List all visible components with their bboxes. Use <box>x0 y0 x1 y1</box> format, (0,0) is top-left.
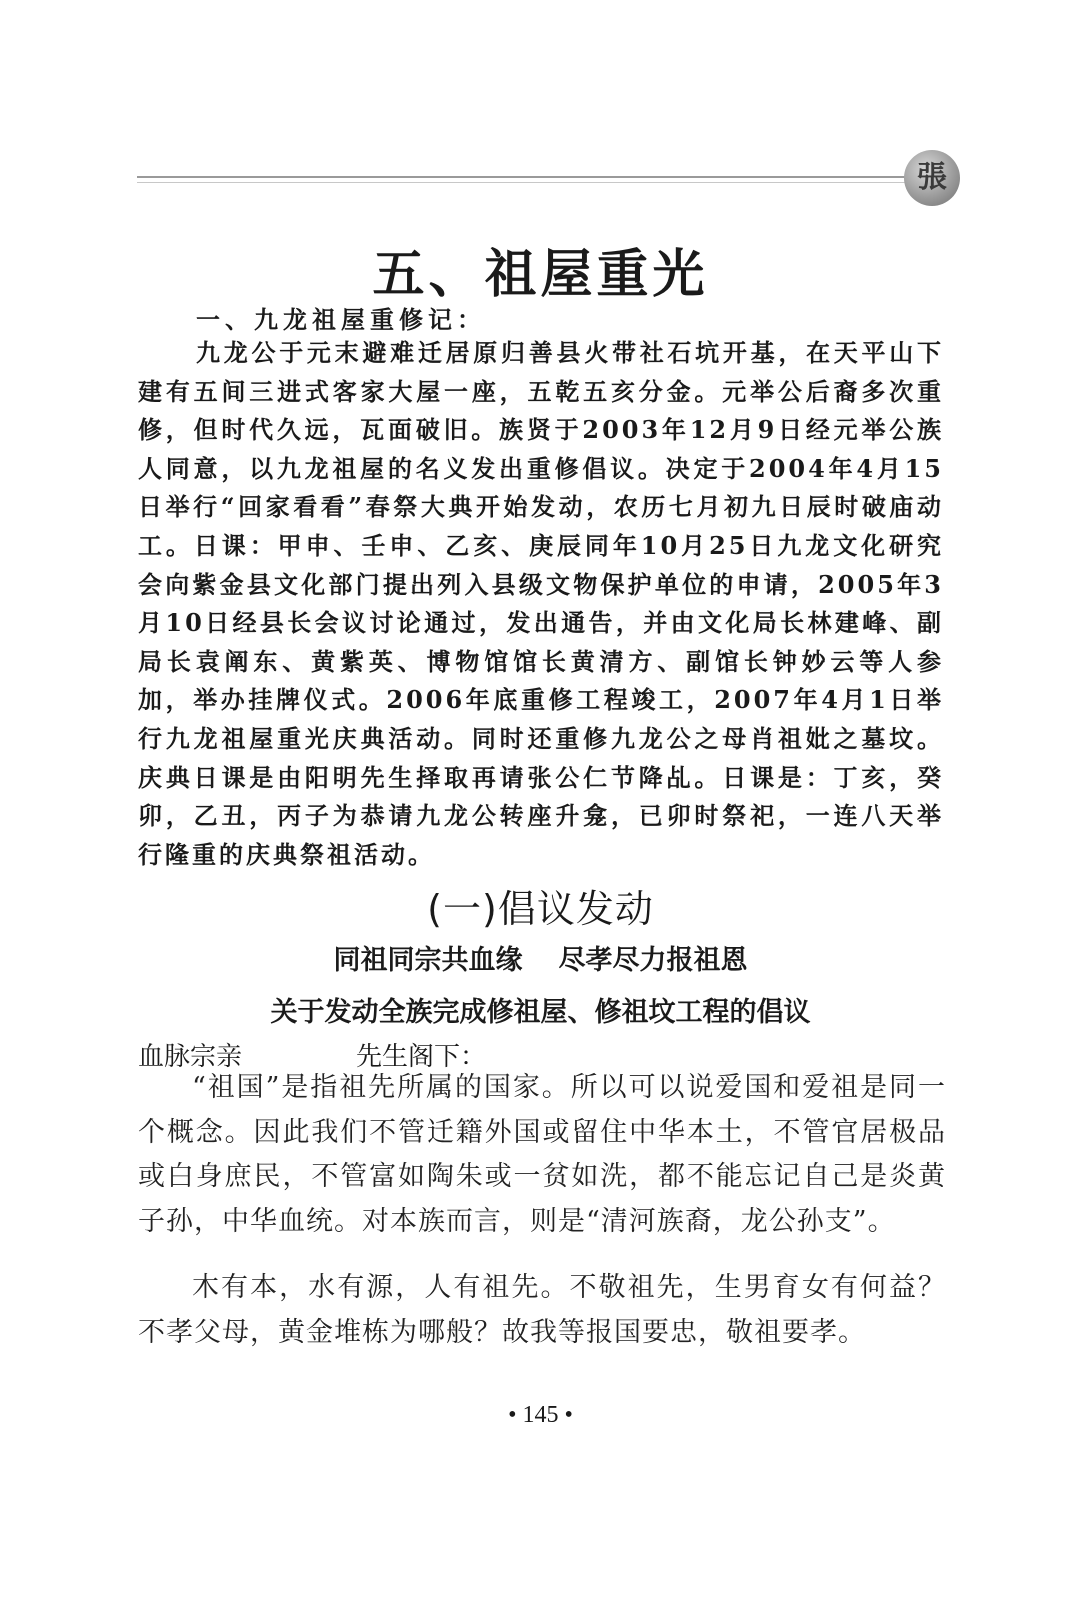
body-paragraph-2: 木有本，水有源，人有祖先。不敬祖先，生男育女有何益？不孝父母，黄金堆栋为哪般？故我等报国要忠，敬祖要孝。 <box>138 1272 946 1348</box>
surname-seal-icon <box>904 150 960 206</box>
slogan-right: 尽孝尽力报祖恩 <box>558 945 748 976</box>
seal-char: 張 <box>917 160 947 195</box>
page-number: • 145 • <box>508 1402 573 1428</box>
salutation-prefix: 血脉宗亲 <box>138 1042 243 1072</box>
slogan-left: 同祖同宗共血缘 <box>333 945 523 976</box>
salutation-suffix: 先生阁下： <box>356 1042 487 1072</box>
slogan <box>0 938 1081 977</box>
calligraphy-paragraph: 九龙公于元末避难迁居原归善县火带社石坑开基，在天平山下建有五间三进式客家大屋一座，五乾五亥分金。元举公后裔多次重修，但时代久远，瓦面破旧。族贤于2003年12月9日经元举公族人同意，以九龙祖屋的名义发出重修倡议。决定于2004年4月15日举行“回家看看”春祭大典开始发动，农历七月初九日辰时破庙动工。日课：甲申、壬申、乙亥、庚辰同年10月25日九龙文化研究会向紫金县文化部门提出列入县级文物保护单位的申请，2005年3月10日经县长会议讨论通过，发出通告，并由文化局长林建峰、副局长袁阐东、黄紫英、博物馆馆长黄清方、副馆长钟妙云等人参加，举办挂牌仪式。2006年底重修工程竣工，2007年4月1日举行九龙祖屋重光庆典活动。同时还重修九龙公之母肖祖妣之墓坟。庆典日课是由阳明先生择取再请张公仁节降乩。日课是：丁亥，癸卯，乙丑，丙子为恭请九龙公转座升龛，已卯时祭祀，一连八天举行隆重的庆典祭祖活动。 <box>138 338 944 869</box>
proposal-title: 关于发动全族完成修祖屋、修祖坟工程的倡议 <box>270 997 811 1028</box>
body-paragraph-1: “祖国”是指祖先所属的国家。所以可以说爱国和爱祖是同一个概念。因此我们不管迁籍外国或留住中华本土，不管官居极品或白身庶民，不管富如陶朱或一贫如洗，都不能忘记自己是炎黄子孙，中华血统。对本族而言，则是“清河族裔，龙公孙支”。 <box>138 1072 946 1237</box>
section-heading: (一)倡议发动 <box>427 887 654 931</box>
header-rule <box>137 176 907 178</box>
chapter-title: 五、祖屋重光 <box>372 245 709 305</box>
sub-heading: 一、九龙祖屋重修记： <box>196 305 486 334</box>
